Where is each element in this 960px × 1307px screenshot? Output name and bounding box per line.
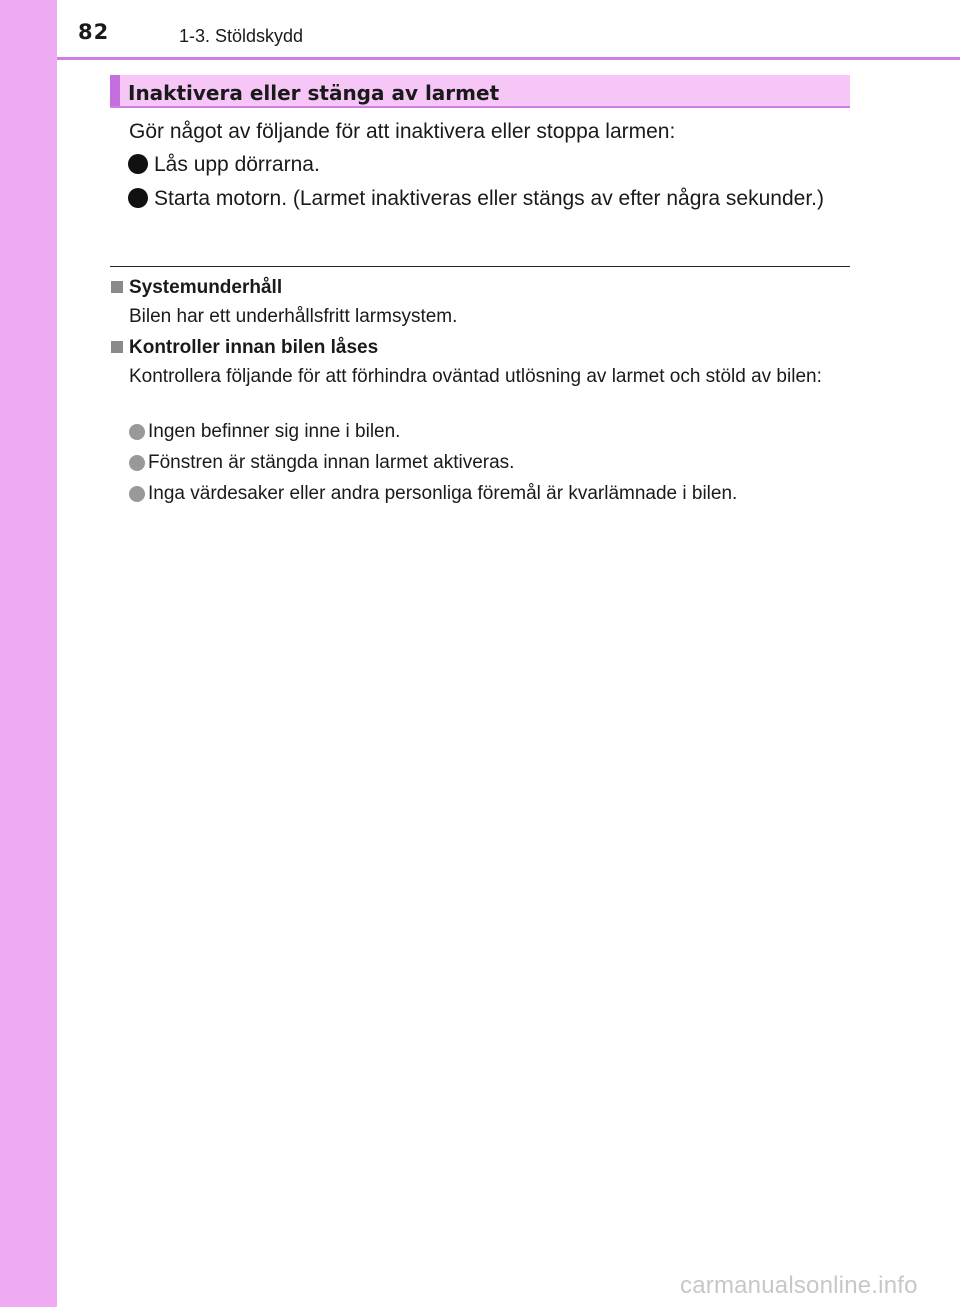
page-number: 82: [78, 20, 110, 44]
note-title: Systemunderhåll: [129, 277, 283, 298]
bullet-dot-icon: [129, 486, 145, 502]
note-title: Kontroller innan bilen låses: [129, 337, 379, 358]
section-heading: [110, 75, 850, 108]
square-bullet-icon: [111, 281, 123, 293]
list-item: Ingen befinner sig inne i bilen.: [148, 421, 401, 442]
note-text: Bilen har ett underhållsfritt larmsystem.: [129, 306, 458, 327]
list-item: Inga värdesaker eller andra personliga föremål är kvarlämnade i bilen.: [148, 483, 738, 504]
bullet-dot-icon: [129, 424, 145, 440]
watermark: carmanualsonline.info: [680, 1272, 918, 1299]
bullet-dot-icon: [128, 154, 148, 174]
bullet-item: Lås upp dörrarna.: [154, 153, 320, 176]
list-item: Fönstren är stängda innan larmet aktiveras.: [148, 452, 515, 473]
chapter-side-tab: [0, 0, 57, 1307]
bullet-dot-icon: [129, 455, 145, 471]
section-heading-accent: [110, 75, 120, 106]
section-heading-text: Inaktivera eller stänga av larmet: [128, 81, 500, 105]
bullet-dot-icon: [128, 188, 148, 208]
header-rule: [57, 57, 960, 60]
section-intro: Gör något av följande för att inaktivera eller stoppa larmen:: [129, 120, 676, 143]
square-bullet-icon: [111, 341, 123, 353]
note-text: Kontrollera följande för att förhindra oväntad utlösning av larmet och stöld av bilen:: [129, 366, 822, 387]
chapter-title: 1-3. Stöldskydd: [179, 26, 304, 46]
section-divider: [110, 266, 850, 267]
bullet-item: Starta motorn. (Larmet inaktiveras eller stängs av efter några sekunder.): [154, 187, 824, 210]
